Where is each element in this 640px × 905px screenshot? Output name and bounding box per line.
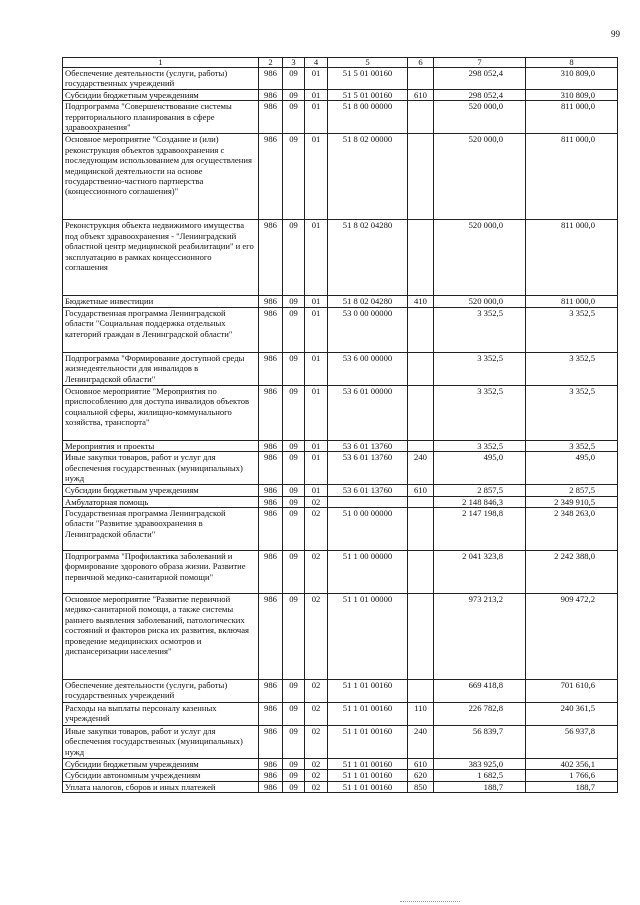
subsection-code-cell: 01 xyxy=(305,296,328,307)
table-row xyxy=(63,594,618,680)
amount-year2-cell: 56 937,8 xyxy=(526,726,618,759)
table-row xyxy=(63,485,618,496)
amount-year1-cell: 188,7 xyxy=(434,781,526,792)
expense-type-cell: 850 xyxy=(408,781,434,792)
amount-year1-cell: 669 418,8 xyxy=(434,680,526,703)
amount-year2-cell: 811 000,0 xyxy=(526,220,618,296)
amount-year1-cell: 3 352,5 xyxy=(434,385,526,440)
scan-artifact xyxy=(400,901,460,904)
column-header: 3 xyxy=(283,58,305,68)
row-name-cell: Государственная программа Ленинградской области "Социальная поддержка отдельных категорий граждан в Ленинградской области" xyxy=(63,307,259,352)
amount-year1-cell: 1 682,5 xyxy=(434,770,526,781)
ministry-code-cell: 986 xyxy=(259,781,283,792)
table-row xyxy=(63,385,618,440)
amount-year2-cell: 310 809,0 xyxy=(526,68,618,90)
section-code-cell: 09 xyxy=(283,770,305,781)
table-row xyxy=(63,759,618,770)
row-name-cell: Основное мероприятие "Развитие первичной медико-санитарной помощи, а также системы раннего выявления заболеваний, патологических состояний и факторов риска их развития, включая проведение медицинских осмотров и диспансеризации населения" xyxy=(63,594,259,680)
amount-year2-cell: 3 352,5 xyxy=(526,307,618,352)
amount-year1-cell: 56 839,7 xyxy=(434,726,526,759)
row-name-cell: Бюджетные инвестиции xyxy=(63,296,259,307)
expense-type-cell xyxy=(408,496,434,507)
amount-year1-cell: 520 000,0 xyxy=(434,134,526,220)
page-number: 99 xyxy=(611,29,620,39)
row-name-cell: Подпрограмма "Формирование доступной среды жизнедеятельности для инвалидов в Ленинградской области" xyxy=(63,352,259,385)
subsection-code-cell: 01 xyxy=(305,440,328,451)
column-header: 6 xyxy=(408,58,434,68)
table-row xyxy=(63,770,618,781)
subsection-code-cell: 01 xyxy=(305,90,328,101)
table-row xyxy=(63,452,618,485)
row-name-cell: Субсидии бюджетным учреждениям xyxy=(63,759,259,770)
amount-year1-cell: 3 352,5 xyxy=(434,352,526,385)
table-row xyxy=(63,307,618,352)
row-name-cell: Подпрограмма "Профилактика заболеваний и формирование здорового образа жизни. Развитие первичной медико-санитарной помощи" xyxy=(63,551,259,594)
expense-type-cell xyxy=(408,385,434,440)
table-row xyxy=(63,134,618,220)
row-name-cell: Реконструкция объекта недвижимого имущества под объект здравоохранения - "Ленинградский областной центр медицинской реабилитации" и его эксплуатацию в рамках концессионного соглашения xyxy=(63,220,259,296)
row-name-cell: Иные закупки товаров, работ и услуг для обеспечения государственных (муниципальных) нужд xyxy=(63,726,259,759)
column-header: 2 xyxy=(259,58,283,68)
target-article-cell: 51 1 01 00160 xyxy=(328,726,408,759)
section-code-cell: 09 xyxy=(283,781,305,792)
column-header: 7 xyxy=(434,58,526,68)
table-row xyxy=(63,551,618,594)
amount-year1-cell: 520 000,0 xyxy=(434,101,526,134)
amount-year2-cell: 2 242 388,0 xyxy=(526,551,618,594)
section-code-cell: 09 xyxy=(283,90,305,101)
amount-year2-cell: 909 472,2 xyxy=(526,594,618,680)
row-name-cell: Иные закупки товаров, работ и услуг для обеспечения государственных (муниципальных) нужд xyxy=(63,452,259,485)
target-article-cell: 53 6 01 13760 xyxy=(328,440,408,451)
ministry-code-cell: 986 xyxy=(259,440,283,451)
target-article-cell: 51 8 02 04280 xyxy=(328,220,408,296)
expense-type-cell: 110 xyxy=(408,703,434,726)
table-row xyxy=(63,726,618,759)
ministry-code-cell: 986 xyxy=(259,134,283,220)
target-article-cell: 53 6 01 13760 xyxy=(328,485,408,496)
amount-year2-cell: 811 000,0 xyxy=(526,134,618,220)
section-code-cell: 09 xyxy=(283,759,305,770)
section-code-cell: 09 xyxy=(283,296,305,307)
section-code-cell: 09 xyxy=(283,496,305,507)
expense-type-cell: 240 xyxy=(408,726,434,759)
table-row xyxy=(63,781,618,792)
ministry-code-cell: 986 xyxy=(259,508,283,551)
section-code-cell: 09 xyxy=(283,134,305,220)
expense-type-cell xyxy=(408,101,434,134)
section-code-cell: 09 xyxy=(283,307,305,352)
subsection-code-cell: 02 xyxy=(305,551,328,594)
target-article-cell: 51 1 01 00160 xyxy=(328,703,408,726)
ministry-code-cell: 986 xyxy=(259,496,283,507)
amount-year1-cell: 520 000,0 xyxy=(434,296,526,307)
amount-year1-cell: 973 213,2 xyxy=(434,594,526,680)
row-name-cell: Основное мероприятие "Создание и (или) реконструкция объектов здравоохранения с последующим использованием для осуществления медицинской деятельности на основе государственно-частного партнерства (концессионного соглашения)" xyxy=(63,134,259,220)
expense-type-cell xyxy=(408,352,434,385)
subsection-code-cell: 02 xyxy=(305,703,328,726)
amount-year2-cell: 811 000,0 xyxy=(526,296,618,307)
amount-year2-cell: 2 857,5 xyxy=(526,485,618,496)
table-row xyxy=(63,68,618,90)
table-row xyxy=(63,296,618,307)
row-name-cell: Расходы на выплаты персоналу казенных учреждений xyxy=(63,703,259,726)
ministry-code-cell: 986 xyxy=(259,726,283,759)
target-article-cell: 51 8 00 00000 xyxy=(328,101,408,134)
subsection-code-cell: 01 xyxy=(305,452,328,485)
expense-type-cell xyxy=(408,551,434,594)
subsection-code-cell: 02 xyxy=(305,770,328,781)
ministry-code-cell: 986 xyxy=(259,352,283,385)
amount-year2-cell: 3 352,5 xyxy=(526,440,618,451)
amount-year2-cell: 2 349 910,5 xyxy=(526,496,618,507)
target-article-cell: 51 1 01 00160 xyxy=(328,781,408,792)
target-article-cell: 51 1 01 00000 xyxy=(328,594,408,680)
budget-table xyxy=(62,57,618,793)
amount-year1-cell: 298 052,4 xyxy=(434,90,526,101)
target-article-cell: 51 8 02 00000 xyxy=(328,134,408,220)
subsection-code-cell: 02 xyxy=(305,508,328,551)
table-row xyxy=(63,352,618,385)
table-row xyxy=(63,101,618,134)
section-code-cell: 09 xyxy=(283,594,305,680)
ministry-code-cell: 986 xyxy=(259,307,283,352)
target-article-cell: 53 6 01 00000 xyxy=(328,385,408,440)
row-name-cell: Субсидии бюджетным учреждениям xyxy=(63,485,259,496)
amount-year1-cell: 3 352,5 xyxy=(434,307,526,352)
section-code-cell: 09 xyxy=(283,703,305,726)
amount-year2-cell: 3 352,5 xyxy=(526,385,618,440)
ministry-code-cell: 986 xyxy=(259,594,283,680)
ministry-code-cell: 986 xyxy=(259,68,283,90)
amount-year2-cell: 402 356,1 xyxy=(526,759,618,770)
subsection-code-cell: 02 xyxy=(305,680,328,703)
expense-type-cell: 410 xyxy=(408,296,434,307)
row-name-cell: Уплата налогов, сборов и иных платежей xyxy=(63,781,259,792)
section-code-cell: 09 xyxy=(283,352,305,385)
target-article-cell: 51 1 01 00160 xyxy=(328,680,408,703)
target-article-cell xyxy=(328,496,408,507)
amount-year2-cell: 811 000,0 xyxy=(526,101,618,134)
amount-year2-cell: 2 348 263,0 xyxy=(526,508,618,551)
target-article-cell: 51 8 02 04280 xyxy=(328,296,408,307)
section-code-cell: 09 xyxy=(283,385,305,440)
section-code-cell: 09 xyxy=(283,452,305,485)
ministry-code-cell: 986 xyxy=(259,90,283,101)
expense-type-cell: 240 xyxy=(408,452,434,485)
ministry-code-cell: 986 xyxy=(259,385,283,440)
expense-type-cell: 610 xyxy=(408,90,434,101)
target-article-cell: 53 6 01 13760 xyxy=(328,452,408,485)
expense-type-cell xyxy=(408,68,434,90)
amount-year2-cell: 1 766,6 xyxy=(526,770,618,781)
target-article-cell: 51 5 01 00160 xyxy=(328,90,408,101)
row-name-cell: Подпрограмма "Совершенствование системы территориального планирования в сфере здравоохранения" xyxy=(63,101,259,134)
table-row xyxy=(63,220,618,296)
section-code-cell: 09 xyxy=(283,680,305,703)
amount-year2-cell: 240 361,5 xyxy=(526,703,618,726)
expense-type-cell: 610 xyxy=(408,485,434,496)
target-article-cell: 53 6 00 00000 xyxy=(328,352,408,385)
subsection-code-cell: 01 xyxy=(305,385,328,440)
row-name-cell: Обеспечение деятельности (услуги, работы) государственных учреждений xyxy=(63,680,259,703)
ministry-code-cell: 986 xyxy=(259,680,283,703)
ministry-code-cell: 986 xyxy=(259,770,283,781)
amount-year2-cell: 495,0 xyxy=(526,452,618,485)
section-code-cell: 09 xyxy=(283,551,305,594)
subsection-code-cell: 01 xyxy=(305,220,328,296)
row-name-cell: Обеспечение деятельности (услуги, работы) государственных учреждений xyxy=(63,68,259,90)
subsection-code-cell: 01 xyxy=(305,134,328,220)
subsection-code-cell: 01 xyxy=(305,101,328,134)
table-row xyxy=(63,508,618,551)
ministry-code-cell: 986 xyxy=(259,452,283,485)
subsection-code-cell: 01 xyxy=(305,307,328,352)
section-code-cell: 09 xyxy=(283,101,305,134)
amount-year1-cell: 2 148 846,3 xyxy=(434,496,526,507)
subsection-code-cell: 01 xyxy=(305,485,328,496)
amount-year2-cell: 701 610,6 xyxy=(526,680,618,703)
subsection-code-cell: 01 xyxy=(305,352,328,385)
column-number-row xyxy=(63,58,618,68)
row-name-cell: Амбулаторная помощь xyxy=(63,496,259,507)
ministry-code-cell: 986 xyxy=(259,759,283,770)
row-name-cell: Субсидии автономным учреждениям xyxy=(63,770,259,781)
subsection-code-cell: 02 xyxy=(305,496,328,507)
column-header: 5 xyxy=(328,58,408,68)
column-header: 4 xyxy=(305,58,328,68)
amount-year1-cell: 2 147 198,8 xyxy=(434,508,526,551)
target-article-cell: 51 0 00 00000 xyxy=(328,508,408,551)
amount-year1-cell: 495,0 xyxy=(434,452,526,485)
amount-year1-cell: 520 000,0 xyxy=(434,220,526,296)
column-header: 8 xyxy=(526,58,618,68)
subsection-code-cell: 01 xyxy=(305,68,328,90)
ministry-code-cell: 986 xyxy=(259,220,283,296)
section-code-cell: 09 xyxy=(283,220,305,296)
amount-year2-cell: 188,7 xyxy=(526,781,618,792)
expense-type-cell xyxy=(408,594,434,680)
section-code-cell: 09 xyxy=(283,726,305,759)
row-name-cell: Субсидии бюджетным учреждениям xyxy=(63,90,259,101)
ministry-code-cell: 986 xyxy=(259,703,283,726)
expense-type-cell xyxy=(408,680,434,703)
amount-year1-cell: 2 857,5 xyxy=(434,485,526,496)
amount-year2-cell: 310 809,0 xyxy=(526,90,618,101)
subsection-code-cell: 02 xyxy=(305,726,328,759)
table-row xyxy=(63,680,618,703)
subsection-code-cell: 02 xyxy=(305,759,328,770)
ministry-code-cell: 986 xyxy=(259,485,283,496)
ministry-code-cell: 986 xyxy=(259,551,283,594)
expense-type-cell xyxy=(408,440,434,451)
subsection-code-cell: 02 xyxy=(305,594,328,680)
column-header: 1 xyxy=(63,58,259,68)
section-code-cell: 09 xyxy=(283,68,305,90)
amount-year1-cell: 226 782,8 xyxy=(434,703,526,726)
expense-type-cell xyxy=(408,307,434,352)
expense-type-cell: 620 xyxy=(408,770,434,781)
amount-year1-cell: 383 925,0 xyxy=(434,759,526,770)
ministry-code-cell: 986 xyxy=(259,296,283,307)
amount-year1-cell: 2 041 323,8 xyxy=(434,551,526,594)
expense-type-cell xyxy=(408,220,434,296)
target-article-cell: 51 1 00 00000 xyxy=(328,551,408,594)
target-article-cell: 51 1 01 00160 xyxy=(328,759,408,770)
table-row xyxy=(63,90,618,101)
target-article-cell: 51 5 01 00160 xyxy=(328,68,408,90)
target-article-cell: 51 1 01 00160 xyxy=(328,770,408,781)
row-name-cell: Мероприятия и проекты xyxy=(63,440,259,451)
table-row xyxy=(63,703,618,726)
row-name-cell: Основное мероприятие "Мероприятия по приспособлению для доступа инвалидов объектов социальной сферы, жилищно-коммунального хозяйства, транспорта" xyxy=(63,385,259,440)
amount-year2-cell: 3 352,5 xyxy=(526,352,618,385)
table-body xyxy=(63,68,618,793)
amount-year1-cell: 298 052,4 xyxy=(434,68,526,90)
amount-year1-cell: 3 352,5 xyxy=(434,440,526,451)
expense-type-cell: 610 xyxy=(408,759,434,770)
subsection-code-cell: 02 xyxy=(305,781,328,792)
table-row xyxy=(63,496,618,507)
target-article-cell: 53 0 00 00000 xyxy=(328,307,408,352)
expense-type-cell xyxy=(408,508,434,551)
section-code-cell: 09 xyxy=(283,440,305,451)
section-code-cell: 09 xyxy=(283,485,305,496)
expense-type-cell xyxy=(408,134,434,220)
section-code-cell: 09 xyxy=(283,508,305,551)
ministry-code-cell: 986 xyxy=(259,101,283,134)
table-row xyxy=(63,440,618,451)
row-name-cell: Государственная программа Ленинградской области "Развитие здравоохранения в Ленинградской области" xyxy=(63,508,259,551)
